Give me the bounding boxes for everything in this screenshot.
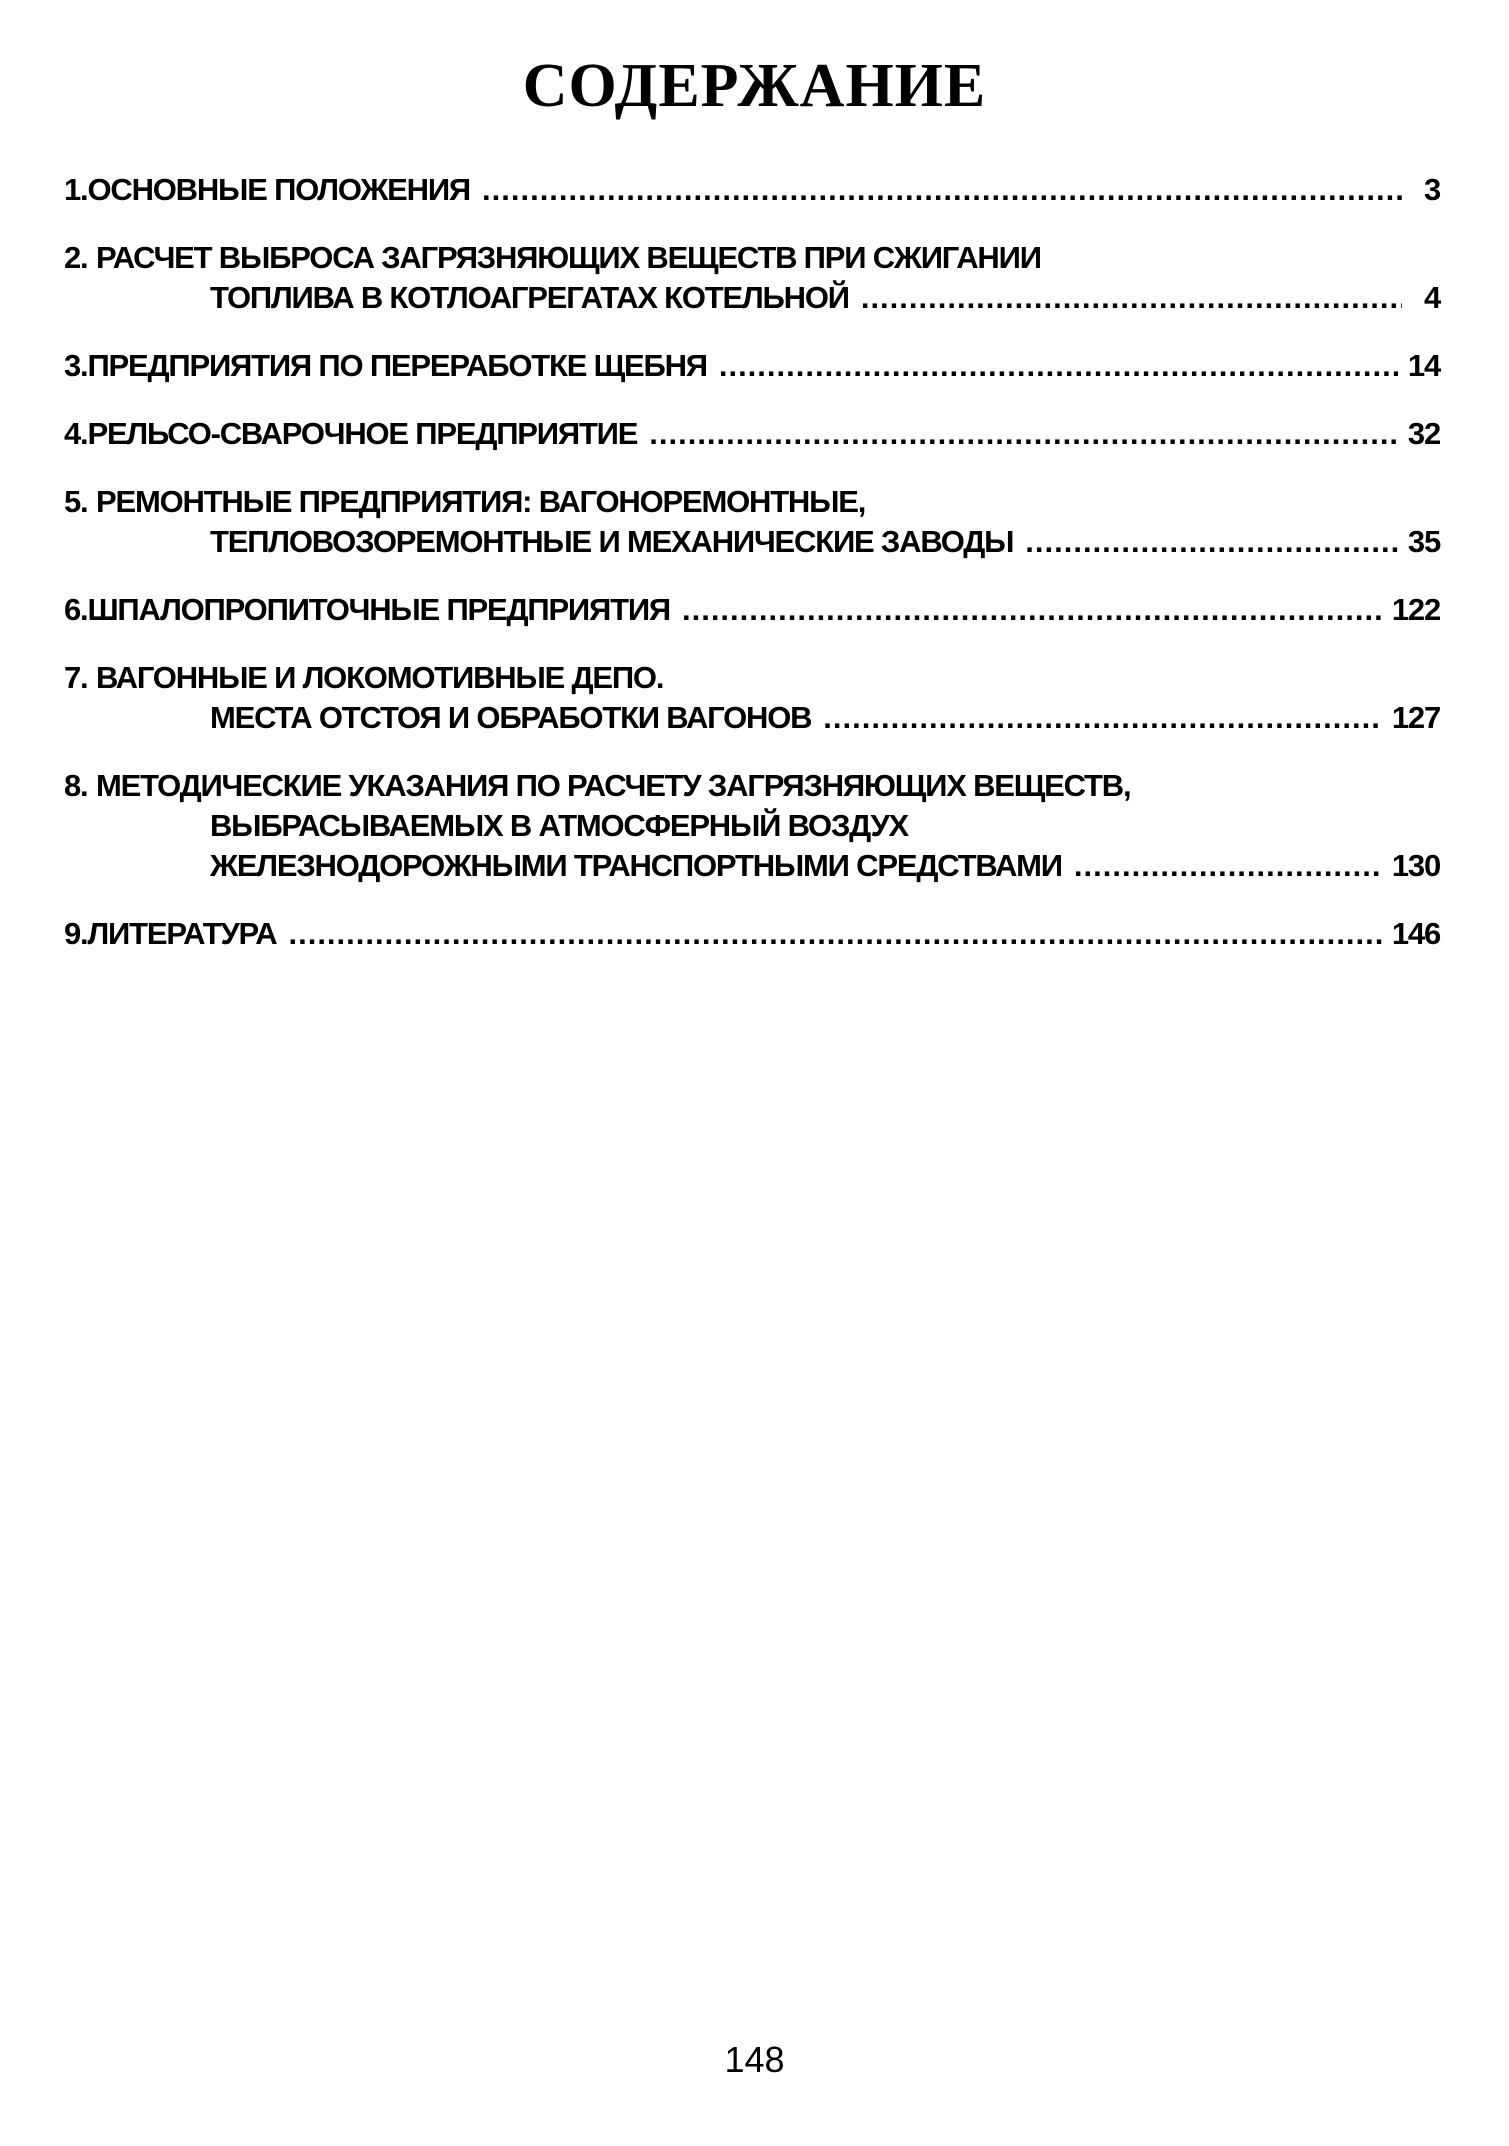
toc-entry-line <box>64 346 1440 386</box>
toc-dot-leader <box>1074 846 1382 886</box>
toc-entry-page: 14 <box>1407 348 1440 383</box>
toc-entry[interactable] <box>64 590 1440 630</box>
toc-entry-page: 4 <box>1423 280 1440 315</box>
toc-entry-line <box>64 522 1440 562</box>
toc-dot-leader <box>288 914 1381 954</box>
toc-dot-leader <box>823 698 1382 738</box>
toc-entry-line <box>64 698 1440 738</box>
toc-entry-page: 32 <box>1407 416 1440 451</box>
toc-entry-line <box>64 238 1440 278</box>
toc-entry-title: РЕМОНТНЫЕ ПРЕДПРИЯТИЯ: ВАГОНОРЕМОНТНЫЕ, <box>96 484 866 519</box>
toc-entry-page: 122 <box>1391 592 1440 627</box>
toc-entry-line <box>64 914 1440 954</box>
toc-entry-number: 4. <box>64 416 88 451</box>
toc-dot-leader <box>482 170 1402 210</box>
toc-entry-line <box>64 806 1440 846</box>
page-title: СОДЕРЖАНИЕ <box>522 52 987 120</box>
toc-entry-line <box>64 846 1440 886</box>
toc-entry-line <box>64 658 1440 698</box>
toc-entry-number: 9. <box>64 916 88 951</box>
toc-entry[interactable] <box>64 658 1440 738</box>
toc-entry[interactable] <box>64 414 1440 454</box>
toc-entry-number: 2. <box>64 240 88 275</box>
toc-entry-page: 146 <box>1391 916 1440 951</box>
toc-entry-line <box>64 590 1440 630</box>
toc-entry-title: ПРЕДПРИЯТИЯ ПО ПЕРЕРАБОТКЕ ЩЕБНЯ <box>87 348 707 383</box>
toc-entry-number: 5. <box>64 484 88 519</box>
toc-dot-leader <box>861 278 1402 318</box>
toc-entry[interactable] <box>64 238 1440 318</box>
toc-dot-leader <box>649 414 1398 454</box>
toc-entry-number: 7. <box>64 660 88 695</box>
toc-dot-leader <box>682 590 1382 630</box>
toc-dot-leader <box>719 346 1398 386</box>
toc-entry-title: МЕСТА ОТСТОЯ И ОБРАБОТКИ ВАГОНОВ <box>210 700 812 735</box>
toc-entry-title: ЛИТЕРАТУРА <box>87 916 277 951</box>
toc-entry[interactable] <box>64 346 1440 386</box>
page-number: 148 <box>724 2039 785 2080</box>
toc-entry-number: 3. <box>64 348 88 383</box>
toc-entry-title: РЕЛЬСО-СВАРОЧНОЕ ПРЕДПРИЯТИЕ <box>87 416 638 451</box>
toc-entry-page: 35 <box>1407 524 1440 559</box>
toc-entry-page: 127 <box>1391 700 1440 735</box>
toc-entry-title: ШПАЛОПРОПИТОЧНЫЕ ПРЕДПРИЯТИЯ <box>87 592 670 627</box>
toc-entry-number: 6. <box>64 592 88 627</box>
toc-entry-page: 3 <box>1423 172 1440 207</box>
toc-entry-title: ТЕПЛОВОЗОРЕМОНТНЫЕ И МЕХАНИЧЕСКИЕ ЗАВОДЫ <box>210 524 1014 559</box>
toc-entry-line <box>64 170 1440 210</box>
toc-entry-title: ТОПЛИВА В КОТЛОАГРЕГАТАХ КОТЕЛЬНОЙ <box>210 280 849 315</box>
toc-entry-number: 1. <box>64 172 88 207</box>
toc-entry[interactable] <box>64 914 1440 954</box>
toc-entry-title: ЖЕЛЕЗНОДОРОЖНЫМИ ТРАНСПОРТНЫМИ СРЕДСТВАМИ <box>210 848 1062 883</box>
toc-dot-leader <box>1025 522 1398 562</box>
toc-entry-title: РАСЧЕТ ВЫБРОСА ЗАГРЯЗНЯЮЩИХ ВЕЩЕСТВ ПРИ СЖИГАНИИ <box>96 240 1041 275</box>
table-of-contents <box>64 170 1440 982</box>
toc-entry-line <box>64 278 1440 318</box>
toc-entry-line <box>64 482 1440 522</box>
toc-entry-page: 130 <box>1391 848 1440 883</box>
toc-entry-title: ОСНОВНЫЕ ПОЛОЖЕНИЯ <box>87 172 471 207</box>
toc-entry-title: ВАГОННЫЕ И ЛОКОМОТИВНЫЕ ДЕПО. <box>96 660 664 695</box>
toc-entry-line <box>64 414 1440 454</box>
toc-entry[interactable] <box>64 482 1440 562</box>
toc-entry-line <box>64 766 1440 806</box>
toc-entry-title: МЕТОДИЧЕСКИЕ УКАЗАНИЯ ПО РАСЧЕТУ ЗАГРЯЗНЯЮЩИХ ВЕЩЕСТВ, <box>96 768 1131 803</box>
toc-entry[interactable] <box>64 170 1440 210</box>
toc-entry-number: 8. <box>64 768 88 803</box>
toc-entry-title: ВЫБРАСЫВАЕМЫХ В АТМОСФЕРНЫЙ ВОЗДУХ <box>210 808 909 843</box>
toc-entry[interactable] <box>64 766 1440 886</box>
